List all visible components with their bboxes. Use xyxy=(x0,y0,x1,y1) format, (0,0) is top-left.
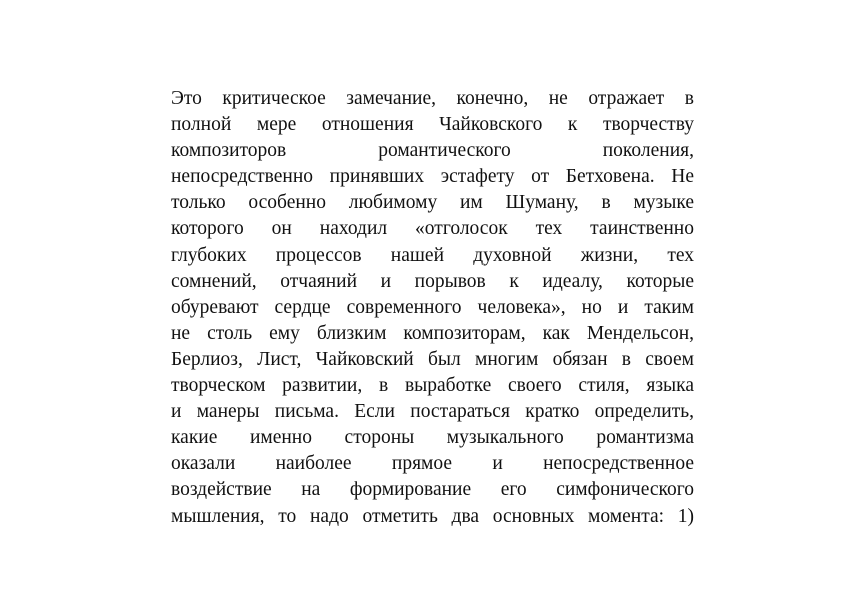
text-line: которого он находил «отголосок тех таинственно xyxy=(171,218,694,240)
text-line: не столь ему близким композиторам, как Мендельсон, xyxy=(171,322,694,344)
text-line: оказали наиболее прямое и непосредственное xyxy=(171,453,694,475)
text-line: мышления, то надо отметить два основных момента: 1) xyxy=(171,505,694,527)
text-line: композиторов романтического поколения, xyxy=(171,140,694,162)
text-line: сомнений, отчаяний и порывов к идеалу, которые xyxy=(171,270,694,292)
body-paragraph xyxy=(171,86,694,530)
text-line: глубоких процессов нашей духовной жизни, тех xyxy=(171,244,694,266)
text-line: какие именно стороны музыкального романтизма xyxy=(171,427,694,449)
text-line: воздействие на формирование его симфонического xyxy=(171,479,694,501)
text-line: и манеры письма. Если постараться кратко определить, xyxy=(171,401,694,423)
text-line: обуревают сердце современного человека», но и таким xyxy=(171,296,694,318)
text-line: полной мере отношения Чайковского к творчеству xyxy=(171,114,694,136)
text-line: непосредственно принявших эстафету от Бетховена. Не xyxy=(171,166,694,188)
text-line: Это критическое замечание, конечно, не отражает в xyxy=(171,88,694,109)
text-line: творческом развитии, в выработке своего стиля, языка xyxy=(171,375,694,397)
text-line: Берлиоз, Лист, Чайковский был многим обязан в своем xyxy=(171,348,694,370)
text-line: только особенно любимому им Шуману, в музыке xyxy=(171,192,694,214)
